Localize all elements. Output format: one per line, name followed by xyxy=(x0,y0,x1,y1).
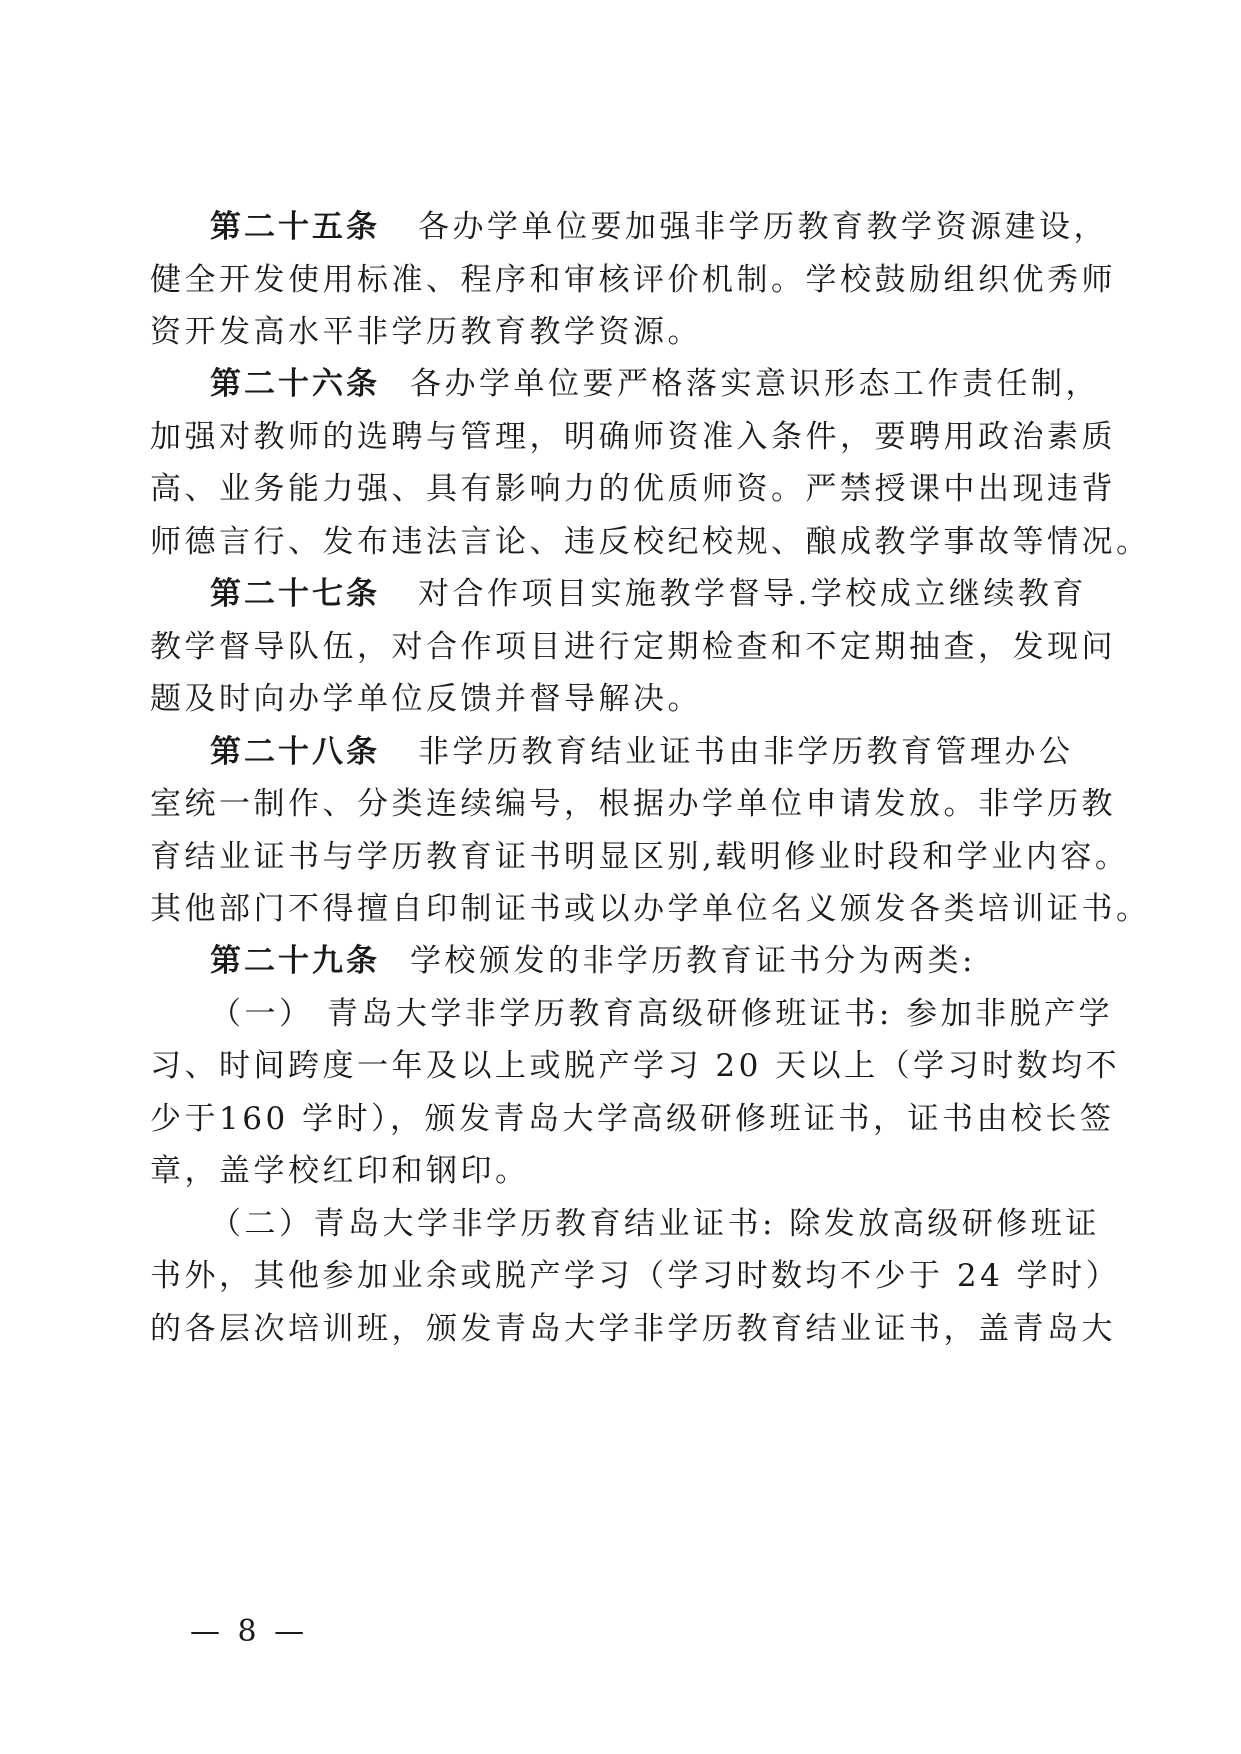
article-28-line-2: 室统一制作、分类连续编号，根据办学单位申请发放。非学历教 xyxy=(150,786,1116,822)
article-28-heading: 第二十八条 xyxy=(210,734,380,770)
article-26-line-4: 师德言行、发布违法言论、违反校纪校规、酿成教学事故等情况。 xyxy=(150,524,1151,560)
article-29-line-1 xyxy=(210,941,976,981)
article-27-line-1 xyxy=(210,574,1087,614)
article-28-line-3: 育结业证书与学历教育证书明显区别,载明修业时段和学业内容。 xyxy=(150,839,1130,875)
article-29-item-1-line-1: （一） 青岛大学非学历教育高级研修班证书: 参加非脱产学 xyxy=(210,996,1114,1032)
article-25-heading: 第二十五条 xyxy=(210,209,380,245)
article-28-line-1 xyxy=(210,732,1074,772)
article-25-line-2: 健全开发使用标准、程序和审核评价机制。学校鼓励组织优秀师 xyxy=(150,262,1116,298)
article-25-line-3: 资开发高水平非学历教育教学资源。 xyxy=(150,314,702,350)
article-25-line-1 xyxy=(210,207,1108,247)
article-29-text: 学校颁发的非学历教育证书分为两类: xyxy=(410,943,976,979)
article-29-item-2-line-1: （二）青岛大学非学历教育结业证书: 除发放高级研修班证 xyxy=(210,1206,1100,1242)
article-29-item-2-line-3: 的各层次培训班，颁发青岛大学非学历教育结业证书，盖青岛大 xyxy=(150,1311,1116,1347)
article-27-line-3: 题及时向办学单位反馈并督导解决。 xyxy=(150,681,702,717)
article-28-line-4: 其他部门不得擅自印制证书或以办学单位名义颁发各类培训证书。 xyxy=(150,891,1151,927)
article-28-text: 非学历教育结业证书由非学历教育管理办公 xyxy=(418,734,1074,770)
page-number: — 8 — xyxy=(190,1614,309,1649)
article-26-line-3: 高、业务能力强、具有影响力的优质师资。严禁授课中出现违背 xyxy=(150,471,1116,507)
article-29-item-1-line-3: 少于160 学时），颁发青岛大学高级研修班证书，证书由校长签 xyxy=(150,1101,1115,1137)
article-26-heading: 第二十六条 xyxy=(210,366,380,402)
article-29-item-1-line-2: 习、时间跨度一年及以上或脱产学习 20 天以上（学习时数均不 xyxy=(150,1048,1121,1084)
article-29-heading: 第二十九条 xyxy=(210,943,380,979)
article-29-item-2-line-2: 书外，其他参加业余或脱产学习（学习时数均不少于 24 学时） xyxy=(150,1258,1121,1294)
article-25-text: 各办学单位要加强非学历教育教学资源建设， xyxy=(418,209,1108,245)
article-27-heading: 第二十七条 xyxy=(210,576,380,612)
article-27-text: 对合作项目实施教学督导.学校成立继续教育 xyxy=(418,576,1087,612)
article-26-line-1 xyxy=(210,364,1100,404)
article-26-line-2: 加强对教师的选聘与管理，明确师资准入条件，要聘用政治素质 xyxy=(150,419,1116,455)
article-27-line-2: 教学督导队伍，对合作项目进行定期检查和不定期抽查，发现问 xyxy=(150,629,1116,665)
article-29-item-1-line-4: 章，盖学校红印和钢印。 xyxy=(150,1153,530,1189)
article-26-text: 各办学单位要严格落实意识形态工作责任制， xyxy=(410,366,1100,402)
